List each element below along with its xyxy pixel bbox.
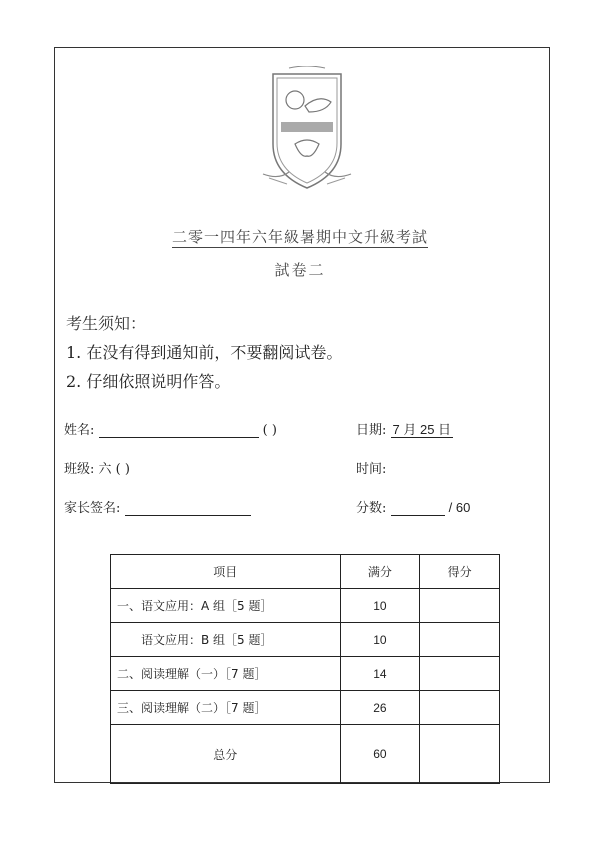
time-field: [356, 458, 386, 477]
parent-signature-field: [64, 497, 251, 516]
score-label: 分数:: [356, 501, 387, 516]
row-item: 语文应用：B 组［5 题］: [111, 623, 341, 657]
parent-signature-blank[interactable]: [125, 501, 251, 516]
name-label: 姓名:: [64, 423, 95, 438]
total-score-cell[interactable]: [420, 725, 500, 784]
row-item: 二、阅读理解（一）［7 题］: [111, 657, 341, 691]
header-full-marks: 满分: [340, 555, 420, 589]
exam-title: 二零一四年六年級暑期中文升級考試: [171, 228, 428, 246]
date-field: [356, 419, 453, 438]
exam-subtitle: 試卷二: [274, 261, 326, 279]
table-row: [111, 691, 500, 725]
score-table: [110, 554, 500, 784]
header-score: 得分: [420, 555, 500, 589]
row-item: 三、阅读理解（二）［7 题］: [111, 691, 341, 725]
row-full-marks: 14: [340, 657, 420, 691]
class-field: 班级: 六 ( ): [64, 462, 130, 477]
total-full-marks: 60: [340, 725, 420, 784]
row-item: 一、语文应用：A 组［5 题］: [111, 589, 341, 623]
header-item: 项目: [111, 555, 341, 589]
row-score-cell[interactable]: [420, 657, 500, 691]
instruction-item: 1. 在没有得到通知前，不要翻阅试卷。: [66, 343, 343, 362]
total-label: 总分: [111, 725, 341, 784]
name-field: [64, 419, 277, 438]
score-field: [356, 497, 470, 516]
class-number-paren: ( ): [262, 423, 277, 438]
time-label: 时间:: [356, 462, 387, 477]
table-header-row: [111, 555, 500, 589]
row-full-marks: 10: [340, 623, 420, 657]
instruction-item: 2. 仔细依照说明作答。: [66, 372, 231, 391]
name-blank[interactable]: [99, 423, 259, 438]
row-score-cell[interactable]: [420, 691, 500, 725]
score-total: / 60: [448, 500, 471, 515]
row-score-cell[interactable]: [420, 623, 500, 657]
instructions-heading: 考生须知：: [66, 314, 147, 333]
table-row: [111, 589, 500, 623]
score-blank[interactable]: [391, 502, 445, 516]
date-value: 7 月 25 日: [392, 422, 452, 437]
row-score-cell[interactable]: [420, 589, 500, 623]
table-row: [111, 623, 500, 657]
row-full-marks: 10: [340, 589, 420, 623]
date-label: 日期:: [356, 423, 387, 438]
parent-signature-label: 家长签名:: [64, 501, 121, 516]
row-full-marks: 26: [340, 691, 420, 725]
school-crest-icon: [259, 66, 355, 196]
table-total-row: [111, 725, 500, 784]
table-row: [111, 657, 500, 691]
